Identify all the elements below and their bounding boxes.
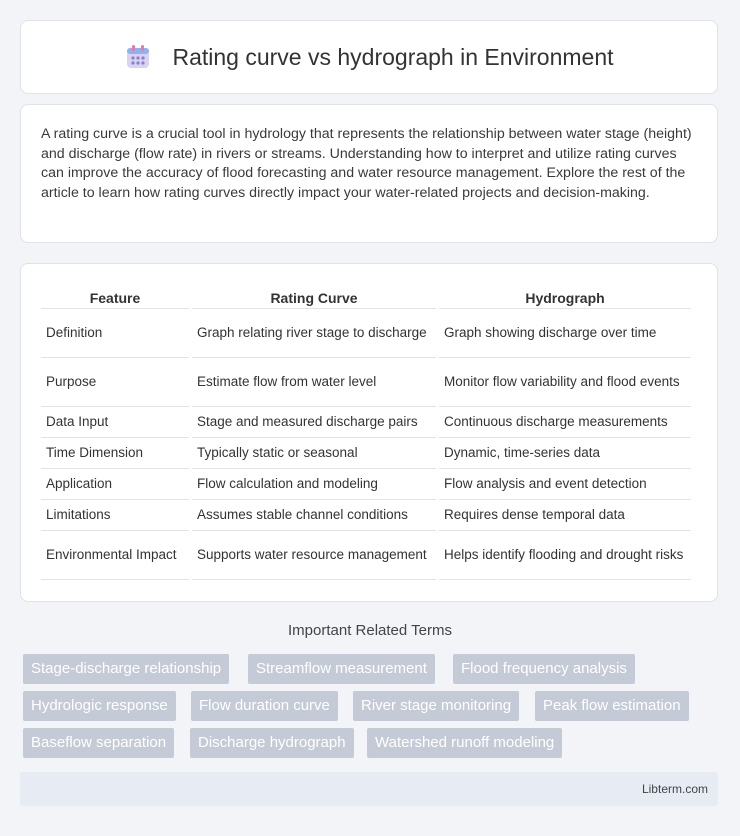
tag-stage-discharge-relationship[interactable]: Stage-discharge relationship <box>23 654 229 684</box>
intro-paragraph: A rating curve is a crucial tool in hydrology that represents the relationship between water stage (height) and discharge (flow rate) in rivers or streams. Understanding how to interpret and utilize rating curves can improve the accuracy of flood forecasting and water resource management. Explore the rest of the article to learn how rating curves directly impact your water-related projects and decision-making. <box>41 126 692 201</box>
table-cell: Limitations <box>41 500 189 531</box>
table-cell: Data Input <box>41 407 189 438</box>
footer-site-link[interactable]: Libterm.com <box>641 782 708 796</box>
table-cell: Graph showing discharge over time <box>439 309 691 358</box>
comparison-table <box>38 284 694 580</box>
tag-river-stage-monitoring[interactable]: River stage monitoring <box>353 691 519 721</box>
table-cell: Monitor flow variability and flood events <box>439 358 691 407</box>
footer <box>20 772 718 806</box>
table-row <box>41 531 691 580</box>
header-hydrograph: Hydrograph <box>439 284 691 309</box>
tag-streamflow-measurement[interactable]: Streamflow measurement <box>248 654 435 684</box>
table-cell: Environmental Impact <box>41 531 189 580</box>
table-cell: Flow calculation and modeling <box>192 469 436 500</box>
table-row <box>41 500 691 531</box>
related-terms-heading: Important Related Terms <box>288 622 452 639</box>
table-cell: Flow analysis and event detection <box>439 469 691 500</box>
table-cell: Supports water resource management <box>192 531 436 580</box>
table-cell: Requires dense temporal data <box>439 500 691 531</box>
calendar-icon <box>124 43 152 71</box>
comparison-card <box>20 263 718 602</box>
tag-peak-flow-estimation[interactable]: Peak flow estimation <box>535 691 689 721</box>
table-row <box>41 438 691 469</box>
page-title: Rating curve vs hydrograph in Environment <box>172 43 614 70</box>
table-cell: Definition <box>41 309 189 358</box>
tag-discharge-hydrograph[interactable]: Discharge hydrograph <box>190 728 354 758</box>
table-cell: Continuous discharge measurements <box>439 407 691 438</box>
table-cell: Dynamic, time-series data <box>439 438 691 469</box>
title-card <box>20 20 718 94</box>
table-cell: Graph relating river stage to discharge <box>192 309 436 358</box>
header-feature: Feature <box>41 284 189 309</box>
intro-card <box>20 104 718 243</box>
table-cell: Purpose <box>41 358 189 407</box>
tag-flow-duration-curve[interactable]: Flow duration curve <box>191 691 338 721</box>
header-rating-curve: Rating Curve <box>192 284 436 309</box>
table-cell: Time Dimension <box>41 438 189 469</box>
tag-watershed-runoff-modeling[interactable]: Watershed runoff modeling <box>367 728 562 758</box>
table-row <box>41 358 691 407</box>
table-cell: Typically static or seasonal <box>192 438 436 469</box>
table-cell: Estimate flow from water level <box>192 358 436 407</box>
table-cell: Helps identify flooding and drought risks <box>439 531 691 580</box>
table-row <box>41 309 691 358</box>
table-cell: Application <box>41 469 189 500</box>
tag-hydrologic-response[interactable]: Hydrologic response <box>23 691 176 721</box>
tag-flood-frequency-analysis[interactable]: Flood frequency analysis <box>453 654 635 684</box>
table-row <box>41 407 691 438</box>
table-cell: Assumes stable channel conditions <box>192 500 436 531</box>
table-row <box>41 469 691 500</box>
tag-baseflow-separation[interactable]: Baseflow separation <box>23 728 174 758</box>
table-cell: Stage and measured discharge pairs <box>192 407 436 438</box>
